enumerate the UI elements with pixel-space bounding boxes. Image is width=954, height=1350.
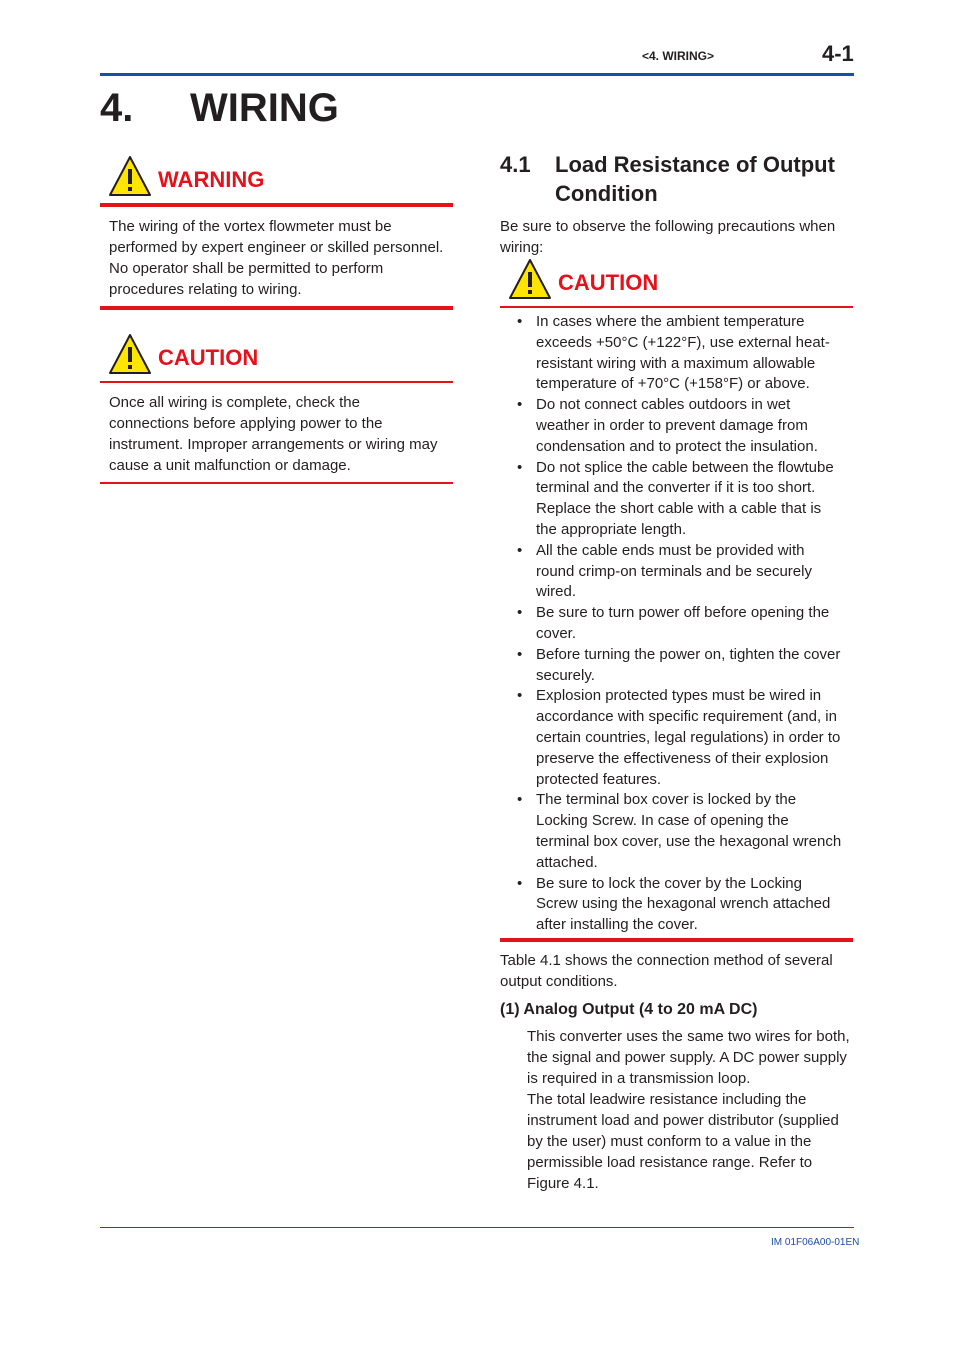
list-item: • Explosion protected types must be wired in accordance with specific requirement (and, in certain countries, legal regulations) in order to preserve the effectiveness of their explosion protected features. xyxy=(500,686,845,790)
analog-output-para-1: This converter uses the same two wires for both, the signal and power supply. A DC power supply is required in a transmission loop. xyxy=(527,1028,850,1087)
list-item: • Be sure to lock the cover by the Locking Screw using the hexagonal wrench attached after installing the cover. xyxy=(500,874,845,936)
list-item: • Do not splice the cable between the flowtube terminal and the converter if it is too short. Replace the short cable with a cable that is the appropriate length. xyxy=(500,458,845,541)
caution-box-left xyxy=(100,333,453,484)
caution-left-label: CAUTION xyxy=(158,345,259,370)
list-item: • All the cable ends must be provided with round crimp-on terminals and be securely wired. xyxy=(500,541,845,603)
page-number: 4-1 xyxy=(822,41,854,66)
caution-left-bottom-rule xyxy=(100,482,453,484)
caution-right-label: CAUTION xyxy=(558,270,659,295)
section-number: 4.1 xyxy=(500,152,531,177)
footer-doc-id: IM 01F06A00-01EN xyxy=(771,1237,860,1248)
warning-body xyxy=(100,207,453,306)
analog-output-body xyxy=(527,1026,857,1194)
caution-left-body xyxy=(100,383,453,482)
header-rule xyxy=(100,73,854,76)
caution-right-list xyxy=(500,308,853,938)
list-item: • In cases where the ambient temperature exceeds +50°C (+122°F), use external heat-resistant wiring with a maximum allowable temperature of +70°C (+158°F) or above. xyxy=(500,312,845,395)
caution-box-right xyxy=(500,258,853,942)
analog-output-para-2: The total leadwire resistance including the instrument load and power distributor (supplied by the user) must conform to a value in the permissible load resistance range. Refer to Figure 4.1. xyxy=(527,1091,839,1192)
list-item: • Do not connect cables outdoors in wet weather in order to prevent damage from condensation and to protect the insulation. xyxy=(500,395,845,457)
warning-triangle-icon xyxy=(108,155,152,197)
caution-left-text: Once all wiring is complete, check the connections before applying power to the instrument. Improper arrangements or wiring may cause a unit malfunction or damage. xyxy=(109,394,438,474)
caution-right-header xyxy=(500,258,853,306)
warning-box xyxy=(100,155,453,310)
list-item: • The terminal box cover is locked by the Locking Screw. In case of opening the terminal box cover, use the hexagonal wrench attached. xyxy=(500,790,845,873)
section-intro: Be sure to observe the following precautions when wiring: xyxy=(500,218,836,256)
table-note: Table 4.1 shows the connection method of several output conditions. xyxy=(500,952,833,990)
warning-label: WARNING xyxy=(158,167,265,192)
caution-right-bottom-rule xyxy=(500,938,853,942)
warning-header xyxy=(100,155,453,203)
warning-triangle-icon xyxy=(108,333,152,375)
warning-triangle-icon xyxy=(508,258,552,300)
caution-left-header xyxy=(100,333,453,381)
analog-output-heading: (1) Analog Output (4 to 20 mA DC) xyxy=(500,1001,758,1018)
warning-bottom-rule xyxy=(100,306,453,310)
chapter-title: WIRING xyxy=(190,86,339,130)
list-item: • Be sure to turn power off before opening the cover. xyxy=(500,603,845,645)
warning-text: The wiring of the vortex flowmeter must be performed by expert engineer or skilled personnel. No operator shall be permitted to perform procedures relating to wiring. xyxy=(109,218,444,298)
section-title: Load Resistance of Output Condition xyxy=(555,152,835,206)
footer-rule xyxy=(100,1227,854,1228)
header-section-ref: <4. WIRING> xyxy=(642,49,715,63)
list-item: • Before turning the power on, tighten the cover securely. xyxy=(500,645,845,687)
chapter-number: 4. xyxy=(100,86,134,130)
